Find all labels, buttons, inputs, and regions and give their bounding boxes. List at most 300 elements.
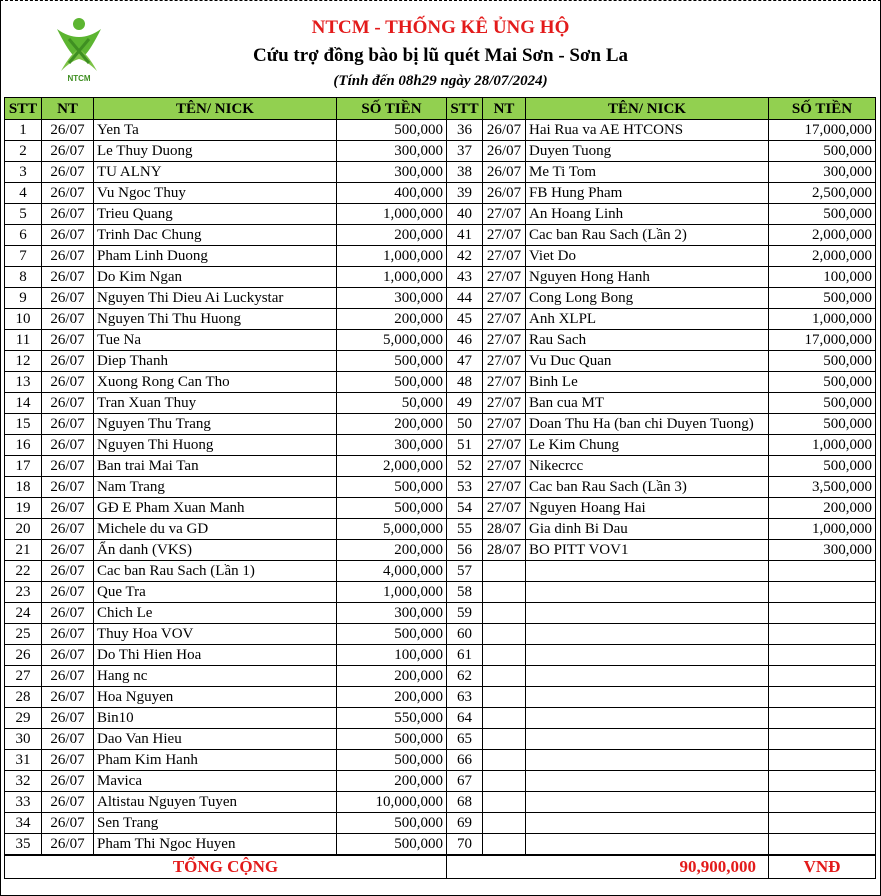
cell-date[interactable]: 26/07: [42, 393, 94, 414]
cell-amount[interactable]: 200,000: [337, 666, 447, 687]
cell-name[interactable]: Thuy Hoa VOV: [94, 624, 337, 645]
cell-stt[interactable]: 64: [447, 708, 483, 729]
cell-stt[interactable]: 31: [5, 750, 42, 771]
cell-name[interactable]: [526, 792, 769, 813]
cell-name[interactable]: Do Thi Hien Hoa: [94, 645, 337, 666]
cell-stt[interactable]: 50: [447, 414, 483, 435]
cell-stt[interactable]: 66: [447, 750, 483, 771]
cell-stt[interactable]: 18: [5, 477, 42, 498]
cell-name[interactable]: Pham Kim Hanh: [94, 750, 337, 771]
cell-stt[interactable]: 54: [447, 498, 483, 519]
cell-name[interactable]: Nguyen Thu Trang: [94, 414, 337, 435]
cell-stt[interactable]: 70: [447, 834, 483, 856]
cell-stt[interactable]: 13: [5, 372, 42, 393]
cell-amount[interactable]: 300,000: [337, 603, 447, 624]
cell-stt[interactable]: 12: [5, 351, 42, 372]
cell-amount[interactable]: [769, 687, 876, 708]
cell-stt[interactable]: 7: [5, 246, 42, 267]
cell-name[interactable]: Xuong Rong Can Tho: [94, 372, 337, 393]
cell-name[interactable]: Cong Long Bong: [526, 288, 769, 309]
cell-amount[interactable]: [769, 561, 876, 582]
table-row: [5, 498, 876, 519]
cell-name[interactable]: [526, 729, 769, 750]
cell-amount[interactable]: 17,000,000: [769, 330, 876, 351]
cell-name[interactable]: Diep Thanh: [94, 351, 337, 372]
cell-amount[interactable]: 200,000: [337, 540, 447, 561]
cell-date[interactable]: 26/07: [42, 519, 94, 540]
cell-date[interactable]: 26/07: [42, 603, 94, 624]
cell-stt[interactable]: 36: [447, 120, 483, 141]
cell-name[interactable]: Doan Thu Ha (ban chi Duyen Tuong): [526, 414, 769, 435]
cell-name[interactable]: Le Thuy Duong: [94, 141, 337, 162]
cell-stt[interactable]: 57: [447, 561, 483, 582]
cell-amount[interactable]: 300,000: [769, 540, 876, 561]
cell-date[interactable]: 26/07: [42, 750, 94, 771]
cell-amount[interactable]: 300,000: [337, 162, 447, 183]
cell-name[interactable]: Nikecrcc: [526, 456, 769, 477]
cell-date[interactable]: 26/07: [42, 435, 94, 456]
cell-name[interactable]: [526, 708, 769, 729]
cell-amount[interactable]: 2,000,000: [769, 246, 876, 267]
cell-date[interactable]: 28/07: [483, 519, 526, 540]
cell-date[interactable]: 26/07: [483, 162, 526, 183]
cell-amount[interactable]: 500,000: [337, 120, 447, 141]
cell-name[interactable]: Mavica: [94, 771, 337, 792]
cell-date[interactable]: [483, 561, 526, 582]
cell-stt[interactable]: 49: [447, 393, 483, 414]
cell-stt[interactable]: 5: [5, 204, 42, 225]
cell-amount[interactable]: 500,000: [769, 351, 876, 372]
table-header-row: [5, 98, 876, 120]
cell-amount[interactable]: [769, 708, 876, 729]
cell-amount[interactable]: [769, 792, 876, 813]
cell-stt[interactable]: 34: [5, 813, 42, 834]
table-row: [5, 141, 876, 162]
cell-amount[interactable]: 4,000,000: [337, 561, 447, 582]
table-row: [5, 393, 876, 414]
cell-date[interactable]: 26/07: [42, 498, 94, 519]
cell-name[interactable]: Nguyen Hoang Hai: [526, 498, 769, 519]
cell-name[interactable]: Yen Ta: [94, 120, 337, 141]
cell-amount[interactable]: 1,000,000: [337, 267, 447, 288]
cell-amount[interactable]: 500,000: [337, 351, 447, 372]
table-row: [5, 351, 876, 372]
table-row: [5, 288, 876, 309]
cell-stt[interactable]: 6: [5, 225, 42, 246]
cell-stt[interactable]: 4: [5, 183, 42, 204]
cell-amount[interactable]: 200,000: [769, 498, 876, 519]
table-row: [5, 708, 876, 729]
table-row: [5, 330, 876, 351]
cell-amount[interactable]: 500,000: [769, 372, 876, 393]
cell-name[interactable]: Nguyen Thi Huong: [94, 435, 337, 456]
cell-amount[interactable]: [769, 582, 876, 603]
cell-name[interactable]: Anh XLPL: [526, 309, 769, 330]
cell-name[interactable]: Do Kim Ngan: [94, 267, 337, 288]
cell-stt[interactable]: 65: [447, 729, 483, 750]
cell-stt[interactable]: 45: [447, 309, 483, 330]
cell-amount[interactable]: 500,000: [769, 414, 876, 435]
cell-stt[interactable]: 42: [447, 246, 483, 267]
cell-date[interactable]: [483, 645, 526, 666]
cell-name[interactable]: Tue Na: [94, 330, 337, 351]
cell-amount[interactable]: 17,000,000: [769, 120, 876, 141]
cell-date[interactable]: 27/07: [483, 225, 526, 246]
cell-amount[interactable]: 500,000: [337, 813, 447, 834]
cell-name[interactable]: Trieu Quang: [94, 204, 337, 225]
cell-amount[interactable]: 1,000,000: [337, 246, 447, 267]
cell-amount[interactable]: [769, 834, 876, 856]
cell-stt[interactable]: 37: [447, 141, 483, 162]
cell-name[interactable]: [526, 561, 769, 582]
cell-amount[interactable]: 2,000,000: [769, 225, 876, 246]
cell-name[interactable]: Que Tra: [94, 582, 337, 603]
cell-date[interactable]: [483, 813, 526, 834]
cell-date[interactable]: 27/07: [483, 372, 526, 393]
cell-stt[interactable]: 48: [447, 372, 483, 393]
cell-name[interactable]: Hang nc: [94, 666, 337, 687]
cell-stt[interactable]: 1: [5, 120, 42, 141]
cell-name[interactable]: Vu Ngoc Thuy: [94, 183, 337, 204]
logo-text: NTCM: [67, 74, 91, 83]
cell-name[interactable]: Vu Duc Quan: [526, 351, 769, 372]
cell-date[interactable]: 26/07: [42, 792, 94, 813]
cell-name[interactable]: Tran Xuan Thuy: [94, 393, 337, 414]
cell-stt[interactable]: 30: [5, 729, 42, 750]
cell-stt[interactable]: 44: [447, 288, 483, 309]
cell-date[interactable]: 26/07: [42, 561, 94, 582]
cell-stt[interactable]: 46: [447, 330, 483, 351]
cell-name[interactable]: Pham Thi Ngoc Huyen: [94, 834, 337, 856]
cell-amount[interactable]: 500,000: [337, 624, 447, 645]
cell-date[interactable]: 26/07: [42, 813, 94, 834]
cell-date[interactable]: 26/07: [42, 246, 94, 267]
cell-amount[interactable]: [769, 645, 876, 666]
cell-date[interactable]: [483, 603, 526, 624]
cell-stt[interactable]: 23: [5, 582, 42, 603]
total-currency: VNĐ: [769, 855, 876, 879]
cell-date[interactable]: 26/07: [42, 414, 94, 435]
table-row: [5, 561, 876, 582]
cell-name[interactable]: Sen Trang: [94, 813, 337, 834]
cell-stt[interactable]: 27: [5, 666, 42, 687]
cell-amount[interactable]: 500,000: [337, 372, 447, 393]
cell-amount[interactable]: [769, 750, 876, 771]
cell-name[interactable]: Ban trai Mai Tan: [94, 456, 337, 477]
cell-stt[interactable]: 39: [447, 183, 483, 204]
cell-amount[interactable]: [769, 666, 876, 687]
cell-stt[interactable]: 51: [447, 435, 483, 456]
cell-date[interactable]: 27/07: [483, 456, 526, 477]
cell-amount[interactable]: 50,000: [337, 393, 447, 414]
cell-name[interactable]: Cac ban Rau Sach (Lần 1): [94, 561, 337, 582]
cell-amount[interactable]: 500,000: [769, 456, 876, 477]
cell-date[interactable]: [483, 708, 526, 729]
cell-stt[interactable]: 52: [447, 456, 483, 477]
cell-date[interactable]: 26/07: [42, 708, 94, 729]
cell-amount[interactable]: 300,000: [337, 435, 447, 456]
cell-date[interactable]: 26/07: [42, 582, 94, 603]
cell-amount[interactable]: 200,000: [337, 771, 447, 792]
cell-amount[interactable]: 100,000: [337, 645, 447, 666]
cell-stt[interactable]: 69: [447, 813, 483, 834]
cell-date[interactable]: 26/07: [42, 645, 94, 666]
cell-stt[interactable]: 28: [5, 687, 42, 708]
cell-name[interactable]: [526, 834, 769, 856]
cell-amount[interactable]: 100,000: [769, 267, 876, 288]
cell-name[interactable]: TU ALNY: [94, 162, 337, 183]
cell-stt[interactable]: 29: [5, 708, 42, 729]
cell-amount[interactable]: 1,000,000: [769, 519, 876, 540]
cell-name[interactable]: [526, 750, 769, 771]
cell-stt[interactable]: 26: [5, 645, 42, 666]
cell-name[interactable]: An Hoang Linh: [526, 204, 769, 225]
cell-date[interactable]: [483, 834, 526, 856]
cell-date[interactable]: 28/07: [483, 540, 526, 561]
cell-name[interactable]: Hai Rua va AE HTCONS: [526, 120, 769, 141]
cell-date[interactable]: [483, 666, 526, 687]
cell-stt[interactable]: 15: [5, 414, 42, 435]
cell-stt[interactable]: 35: [5, 834, 42, 856]
cell-amount[interactable]: 500,000: [769, 393, 876, 414]
cell-name[interactable]: Hoa Nguyen: [94, 687, 337, 708]
cell-amount[interactable]: 1,000,000: [337, 204, 447, 225]
cell-amount[interactable]: 200,000: [337, 414, 447, 435]
cell-date[interactable]: 26/07: [42, 288, 94, 309]
cell-stt[interactable]: 68: [447, 792, 483, 813]
cell-date[interactable]: [483, 624, 526, 645]
cell-name[interactable]: Me Ti Tom: [526, 162, 769, 183]
cell-amount[interactable]: 500,000: [337, 729, 447, 750]
cell-date[interactable]: 27/07: [483, 498, 526, 519]
cell-name[interactable]: GĐ E Pham Xuan Manh: [94, 498, 337, 519]
cell-date[interactable]: 26/07: [42, 204, 94, 225]
cell-stt[interactable]: 41: [447, 225, 483, 246]
table-row: [5, 750, 876, 771]
cell-date[interactable]: 27/07: [483, 351, 526, 372]
cell-stt[interactable]: 2: [5, 141, 42, 162]
cell-amount[interactable]: 1,000,000: [337, 582, 447, 603]
cell-date[interactable]: 26/07: [483, 141, 526, 162]
cell-stt[interactable]: 61: [447, 645, 483, 666]
cell-date[interactable]: 26/07: [42, 834, 94, 856]
cell-name[interactable]: Viet Do: [526, 246, 769, 267]
report-subtitle: Cứu trợ đồng bào bị lũ quét Mai Sơn - Sơn La: [252, 45, 629, 66]
cell-stt[interactable]: 43: [447, 267, 483, 288]
cell-name[interactable]: Pham Linh Duong: [94, 246, 337, 267]
cell-name[interactable]: Nam Trang: [94, 477, 337, 498]
col-header-nt: NT: [483, 98, 526, 120]
cell-date[interactable]: 26/07: [42, 351, 94, 372]
cell-stt[interactable]: 53: [447, 477, 483, 498]
cell-date[interactable]: 27/07: [483, 330, 526, 351]
cell-date[interactable]: 26/07: [42, 120, 94, 141]
report-header: [1, 1, 880, 97]
cell-amount[interactable]: 300,000: [769, 162, 876, 183]
cell-name[interactable]: Michele du va GD: [94, 519, 337, 540]
cell-date[interactable]: 27/07: [483, 435, 526, 456]
cell-stt[interactable]: 63: [447, 687, 483, 708]
cell-name[interactable]: [526, 687, 769, 708]
cell-amount[interactable]: 5,000,000: [337, 519, 447, 540]
cell-stt[interactable]: 19: [5, 498, 42, 519]
cell-date[interactable]: 27/07: [483, 309, 526, 330]
table-row: [5, 687, 876, 708]
cell-amount[interactable]: 200,000: [337, 309, 447, 330]
cell-stt[interactable]: 67: [447, 771, 483, 792]
cell-amount[interactable]: 200,000: [337, 225, 447, 246]
cell-date[interactable]: 26/07: [483, 120, 526, 141]
cell-amount[interactable]: 500,000: [769, 141, 876, 162]
cell-amount[interactable]: 500,000: [337, 498, 447, 519]
cell-amount[interactable]: [769, 603, 876, 624]
cell-amount[interactable]: 2,500,000: [769, 183, 876, 204]
cell-date[interactable]: 26/07: [42, 141, 94, 162]
cell-date[interactable]: 27/07: [483, 393, 526, 414]
cell-name[interactable]: [526, 771, 769, 792]
cell-stt[interactable]: 21: [5, 540, 42, 561]
cell-name[interactable]: [526, 582, 769, 603]
cell-date[interactable]: 26/07: [42, 372, 94, 393]
cell-name[interactable]: BO PITT VOV1: [526, 540, 769, 561]
cell-stt[interactable]: 56: [447, 540, 483, 561]
cell-date[interactable]: 27/07: [483, 414, 526, 435]
cell-date[interactable]: 26/07: [42, 162, 94, 183]
cell-stt[interactable]: 55: [447, 519, 483, 540]
cell-date[interactable]: 26/07: [42, 540, 94, 561]
cell-name[interactable]: Cac ban Rau Sach (Lần 3): [526, 477, 769, 498]
cell-date[interactable]: [483, 771, 526, 792]
cell-date[interactable]: 27/07: [483, 204, 526, 225]
cell-stt[interactable]: 38: [447, 162, 483, 183]
cell-amount[interactable]: 3,500,000: [769, 477, 876, 498]
cell-amount[interactable]: 500,000: [337, 834, 447, 856]
cell-name[interactable]: Bin10: [94, 708, 337, 729]
cell-date[interactable]: 26/07: [42, 267, 94, 288]
cell-name[interactable]: Gia dinh Bi Dau: [526, 519, 769, 540]
cell-date[interactable]: 26/07: [42, 225, 94, 246]
cell-name[interactable]: [526, 666, 769, 687]
cell-stt[interactable]: 14: [5, 393, 42, 414]
cell-amount[interactable]: [769, 729, 876, 750]
cell-stt[interactable]: 11: [5, 330, 42, 351]
cell-amount[interactable]: [769, 813, 876, 834]
table-row: [5, 582, 876, 603]
cell-name[interactable]: Rau Sach: [526, 330, 769, 351]
cell-name[interactable]: Dao Van Hieu: [94, 729, 337, 750]
cell-stt[interactable]: 8: [5, 267, 42, 288]
cell-date[interactable]: 27/07: [483, 246, 526, 267]
cell-amount[interactable]: 1,000,000: [769, 435, 876, 456]
cell-stt[interactable]: 60: [447, 624, 483, 645]
cell-date[interactable]: [483, 729, 526, 750]
table-row: [5, 666, 876, 687]
cell-amount[interactable]: 300,000: [337, 141, 447, 162]
cell-name[interactable]: Nguyen Hong Hanh: [526, 267, 769, 288]
cell-name[interactable]: [526, 645, 769, 666]
cell-stt[interactable]: 17: [5, 456, 42, 477]
cell-amount[interactable]: [769, 771, 876, 792]
cell-date[interactable]: 26/07: [483, 183, 526, 204]
cell-date[interactable]: [483, 750, 526, 771]
cell-stt[interactable]: 40: [447, 204, 483, 225]
cell-date[interactable]: 26/07: [42, 330, 94, 351]
cell-stt[interactable]: 9: [5, 288, 42, 309]
cell-amount[interactable]: 550,000: [337, 708, 447, 729]
cell-stt[interactable]: 10: [5, 309, 42, 330]
cell-name[interactable]: Trinh Dac Chung: [94, 225, 337, 246]
cell-stt[interactable]: 22: [5, 561, 42, 582]
cell-date[interactable]: 26/07: [42, 309, 94, 330]
cell-amount[interactable]: 400,000: [337, 183, 447, 204]
cell-name[interactable]: Duyen Tuong: [526, 141, 769, 162]
cell-amount[interactable]: 5,000,000: [337, 330, 447, 351]
cell-stt[interactable]: 47: [447, 351, 483, 372]
cell-amount[interactable]: [769, 624, 876, 645]
cell-amount[interactable]: 200,000: [337, 687, 447, 708]
cell-stt[interactable]: 3: [5, 162, 42, 183]
cell-date[interactable]: 26/07: [42, 477, 94, 498]
cell-stt[interactable]: 59: [447, 603, 483, 624]
cell-stt[interactable]: 25: [5, 624, 42, 645]
cell-date[interactable]: 26/07: [42, 183, 94, 204]
cell-amount[interactable]: 1,000,000: [769, 309, 876, 330]
cell-date[interactable]: 27/07: [483, 267, 526, 288]
cell-name[interactable]: Chich Le: [94, 603, 337, 624]
col-header-name: TÊN/ NICK: [94, 98, 337, 120]
cell-name[interactable]: Nguyen Thi Thu Huong: [94, 309, 337, 330]
cell-amount[interactable]: 500,000: [337, 750, 447, 771]
cell-name[interactable]: [526, 603, 769, 624]
cell-date[interactable]: [483, 582, 526, 603]
cell-stt[interactable]: 16: [5, 435, 42, 456]
cell-amount[interactable]: 500,000: [769, 204, 876, 225]
cell-date[interactable]: 26/07: [42, 666, 94, 687]
cell-date[interactable]: 26/07: [42, 729, 94, 750]
cell-name[interactable]: FB Hung Pham: [526, 183, 769, 204]
cell-date[interactable]: 26/07: [42, 456, 94, 477]
cell-stt[interactable]: 62: [447, 666, 483, 687]
cell-name[interactable]: Nguyen Thi Dieu Ai Luckystar: [94, 288, 337, 309]
cell-amount[interactable]: 300,000: [337, 288, 447, 309]
cell-name[interactable]: [526, 624, 769, 645]
cell-stt[interactable]: 20: [5, 519, 42, 540]
cell-date[interactable]: 26/07: [42, 687, 94, 708]
cell-name[interactable]: Binh Le: [526, 372, 769, 393]
cell-name[interactable]: Ẩn danh (VKS): [94, 540, 337, 561]
cell-amount[interactable]: 500,000: [337, 477, 447, 498]
cell-stt[interactable]: 32: [5, 771, 42, 792]
col-header-amount: SỐ TIỀN: [769, 98, 876, 120]
cell-date[interactable]: 26/07: [42, 771, 94, 792]
cell-stt[interactable]: 58: [447, 582, 483, 603]
cell-stt[interactable]: 33: [5, 792, 42, 813]
cell-date[interactable]: 27/07: [483, 477, 526, 498]
cell-name[interactable]: [526, 813, 769, 834]
cell-stt[interactable]: 24: [5, 603, 42, 624]
cell-date[interactable]: [483, 792, 526, 813]
cell-amount[interactable]: 10,000,000: [337, 792, 447, 813]
cell-date[interactable]: [483, 687, 526, 708]
cell-name[interactable]: Le Kim Chung: [526, 435, 769, 456]
cell-date[interactable]: 27/07: [483, 288, 526, 309]
cell-date[interactable]: 26/07: [42, 624, 94, 645]
cell-amount[interactable]: 500,000: [769, 288, 876, 309]
cell-name[interactable]: Ban cua MT: [526, 393, 769, 414]
cell-amount[interactable]: 2,000,000: [337, 456, 447, 477]
cell-name[interactable]: Altistau Nguyen Tuyen: [94, 792, 337, 813]
cell-name[interactable]: Cac ban Rau Sach (Lần 2): [526, 225, 769, 246]
